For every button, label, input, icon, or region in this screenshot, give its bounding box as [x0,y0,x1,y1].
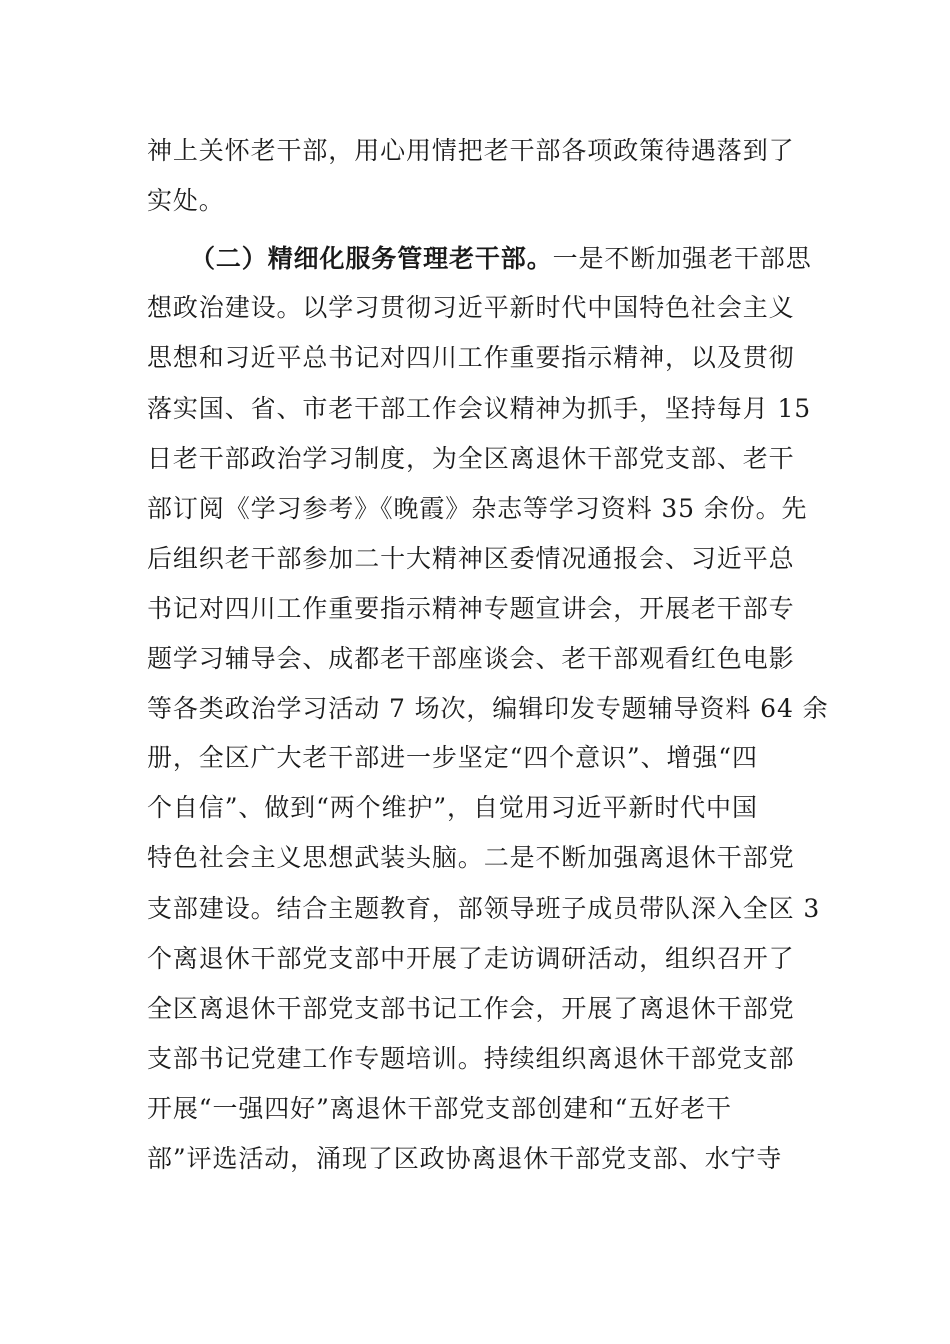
text-line-5: 思想和习近平总书记对四川工作重要指示精神，以及贯彻 [147,343,795,372]
text-line-2: 实处。 [147,186,225,215]
text-line-15: 特色社会主义思想武装头脑。二是不断加强离退休干部党 [147,843,795,872]
text-line-19: 支部书记党建工作专题培训。持续组织离退休干部党支部 [147,1044,795,1073]
text-line-20: 开展“一强四好”离退休干部党支部创建和“五好老干 [147,1094,732,1123]
text-line-13: 册，全区广大老干部进一步坚定“四个意识”、增强“四 [147,743,758,772]
text-line-12: 等各类政治学习活动 7 场次，编辑印发专题辅导资料 64 余 [147,694,829,723]
text-line-10: 书记对四川工作重要指示精神专题宣讲会，开展老干部专 [147,594,795,623]
section-heading-line [190,234,812,284]
text-line-6: 落实国、省、市老干部工作会议精神为抓手，坚持每月 15 [147,394,812,423]
text-line-11: 题学习辅导会、成都老干部座谈会、老干部观看红色电影 [147,644,795,673]
text-line-8: 部订阅《学习参考》《晚霞》杂志等学习资料 35 余份。先 [147,494,808,523]
text-line-18: 全区离退休干部党支部书记工作会，开展了离退休干部党 [147,994,795,1023]
text-line-14: 个自信”、做到“两个维护”，自觉用习近平新时代中国 [147,793,758,822]
text-line-16: 支部建设。结合主题教育，部领导班子成员带队深入全区 3 [147,894,821,923]
text-line-17: 个离退休干部党支部中开展了走访调研活动，组织召开了 [147,944,795,973]
text-line-4: 想政治建设。以学习贯彻习近平新时代中国特色社会主义 [147,293,795,322]
text-line-7: 日老干部政治学习制度，为全区离退休干部党支部、老干 [147,444,795,473]
section-heading: （二）精细化服务管理老干部。 [190,244,553,273]
text-line-9: 后组织老干部参加二十大精神区委情况通报会、习近平总 [147,544,795,573]
section-heading-text: 一是不断加强老干部思 [552,244,812,273]
text-line-21: 部”评选活动，涌现了区政协离退休干部党支部、水宁寺 [147,1144,783,1173]
text-line-1: 神上关怀老干部，用心用情把老干部各项政策待遇落到了 [147,136,795,165]
